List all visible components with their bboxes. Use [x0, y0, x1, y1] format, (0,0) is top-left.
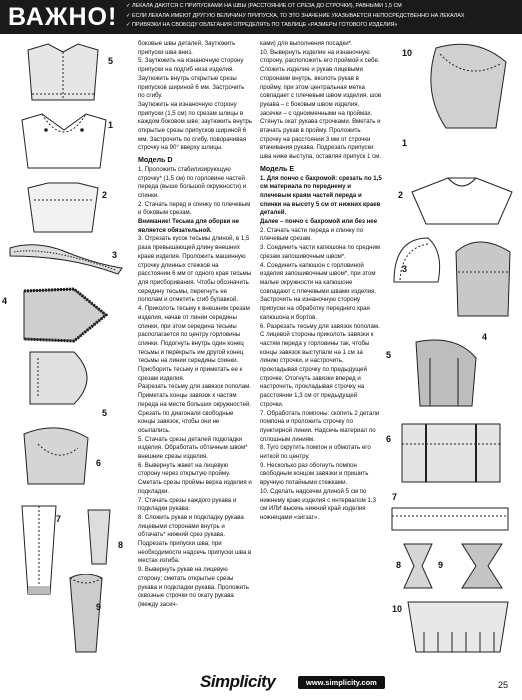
- text-paragraph: 6. Разрезать тесьму для завязок пополам. С лицевой стороны приколоть завязки к частям переда у горловины так, чтобы концы завязок выступали на 1 см за линию строчки, и настрочить, прокладывая строчку по предыдущей строчке. Отогнуть завязки вперед и настрочить, прокладывая строчку на расстоянии 1,3 см от предыдущей строчки.: [260, 322, 380, 408]
- section-heading: Модель Е: [260, 164, 295, 173]
- fig-number: 8: [118, 540, 124, 550]
- fig-number: 3: [112, 250, 118, 260]
- fig-right-10-fringe: [404, 598, 512, 656]
- text-paragraph: 3. Соединить части капюшона по средним срезам запошивочным швом*.: [260, 244, 381, 260]
- header-notes: [126, 2, 516, 31]
- text-paragraph: Внимание! Тесьма для оборки не является обязательной.: [138, 218, 240, 234]
- fig-right-8-pompom-rolled: [398, 540, 438, 592]
- text-paragraph: 6. Вывернуть жакет на лицевую сторону через открытую пройму. Сметать срезы проймы верха изделия и подкладки.: [138, 461, 252, 495]
- header-note: ✓ ПРИВЯЗКИ НА СВОБОДУ ОБЛЕГАНИЯ ОПРЕДЕЛЯТЬ ПО ТАБЛИЦЕ «РАЗМЕРЫ ГОТОВОГО ИЗДЕЛИЯ»: [126, 21, 516, 31]
- fig-number: 9: [96, 602, 102, 612]
- website-link[interactable]: www.simplicity.com: [298, 676, 385, 689]
- text-paragraph: 5. Заутюжить на изнаночную сторону припуски на подгиб низа изделия. Заутюжить внутрь открытые срезы припусков шириной 6 мм. Застрочить по сгибу.: [138, 57, 245, 100]
- fig-left-3-trim: [6, 238, 126, 278]
- fig-right-9-pompom-sewn: [452, 540, 512, 592]
- text-paragraph: 1. Для пончо с бахромой: срезать по 1,5 см материала по переднему и плечевым краям частей переда и спинки на высоту 5 см от нижних краев деталей.: [260, 174, 382, 217]
- brand-logo: Simplicity: [200, 672, 276, 691]
- header-note: ✓ ЛЕКАЛА ДАЮТСЯ С ПРИПУСКАМИ НА ШВЫ (РАССТОЯНИЕ ОТ СРЕЗА ДО СТРОЧКИ), РАВНЫМИ 1,5 СМ: [126, 2, 516, 12]
- fig-number: 7: [392, 492, 398, 502]
- text-paragraph: 4. Соединить капюшон с горловиной изделия запошивочным швом*, при этом малые окружности на капюшоне совпадают с плечевыми швами изделия. Застрочить на изнаночную сторону припуски на обработку переднего края капюшона и бортов.: [260, 261, 377, 321]
- text-paragraph: 3. Отрезать кусок тесьмы длиной, в 1,5 раза превышающей длину внешних краев изделия. Проложить машинную строчку длинных стежков на расстоянии 6 мм от одного края тесьмы для присборивания. Чтобы обозначить середину тесьмы, перегнуть ее пополам и отметить сгиб булавкой.: [138, 235, 252, 304]
- fig-number: 9: [438, 560, 444, 570]
- text-paragraph: 2. Стачать перед и спинку по плечевым и боковым срезам.: [138, 200, 251, 217]
- text-paragraph: 8. Сложить рукав и подкладку рукава лицевыми сторонами внутрь и обтачать* нижний срез рукава. Подрезать припуски шва; при необходимости надсечь припуски шва в местах изгиба.: [138, 513, 252, 565]
- text-paragraph: 10. Вывернуть изделие на изнаночную сторону, расположить его проймой к себе. Сложить изделие и рукав лицевыми сторонами внутрь, вколоть рукав в пройму, при этом центральная метка совпадает с плечевым швом изделия, шов рукава – с боковым швом изделия, засечки – с одноименными на проймах. Стянуть окат рукава строчками. Вметать и втачать рукав в пройму. Проложить строчку на расстоянии 3 мм от строчки втачивания рукава. Подрезать припуски шва ниже выступа, оставляя припуск 1 см.: [260, 48, 382, 161]
- text-paragraph: 7. Стачать срезы каждого рукава и подкладки рукава.: [138, 496, 237, 513]
- fig-number: 1: [402, 138, 408, 148]
- text-paragraph: 4. Приколоть тесьму к внешним срезам изделия, начав от линии середины спинки, при этом середина тесьмы располагается по центру горловины спинки. Подогнуть внутрь один конец тесьмы и перекрыть им другой конец тесьмы на линии середины спинки. Присборить тесьму и приметать ее к срезам изделия.: [138, 305, 250, 382]
- header-title: ВАЖНО!: [8, 3, 118, 31]
- header-note: ✓ ЕСЛИ ЛЕКАЛА ИМЕЮТ ДРУГУЮ ВЕЛИЧИНУ ПРИПУСКА, ТО ЭТО ЗНАЧЕНИЕ УКАЗЫВАЕТСЯ НЕПОСРЕДСТВЕННО НА ЛЕКАЛАХ: [126, 12, 516, 22]
- fig-left-4-ruffle: [14, 285, 114, 345]
- fig-left-5-jacket: [18, 42, 108, 104]
- text-paragraph: 5. Стачать срезы деталей подкладки изделия. Обработать обтачным швом* внешние срезы изделия.: [138, 435, 248, 461]
- fig-number: 3: [402, 264, 408, 274]
- text-paragraph: боковые швы деталей. Заутюжить припуски шва вниз.: [138, 40, 236, 56]
- fig-number: 7: [56, 514, 62, 524]
- fig-right-3-hood: [388, 232, 448, 292]
- fig-number: 2: [102, 190, 108, 200]
- fig-number: 4: [482, 332, 488, 342]
- fig-left-5-lining: [24, 348, 104, 408]
- text-paragraph: 8. Туго скрутить помпон и обмотать его ниткой по центру.: [260, 444, 371, 461]
- section-heading: Модель D: [138, 156, 173, 165]
- important-header: [0, 0, 522, 34]
- text-paragraph: 7. Обработать помпоны: скопить 2 детали помпона и проложить строчку по пунктирной линии. Надсечь материал по сплошным линиям.: [260, 409, 380, 443]
- instructions-column-b: [260, 40, 382, 523]
- text-paragraph: 2. Стачать части переда и спинку по плечевым срезам.: [260, 226, 364, 243]
- text-paragraph: 1. Проложить стабилизирующую строчку* (1,5 см) по горловине частей переда (выше большой окружности) и спинки.: [138, 165, 247, 199]
- fig-number: 8: [396, 560, 402, 570]
- fig-right-2-poncho: [408, 172, 516, 228]
- fig-number: 10: [402, 48, 413, 58]
- text-paragraph: 9. Вывернуть рукав на лицевую сторону; сметать открытые срезы рукава и подкладки рукава. Проложить сквозные строчки по окату рукава (между засеч-: [138, 566, 249, 608]
- text-paragraph: Заутюжить на изнаночную сторону припуски (1,5 см) по срезам шлицы в каждом боковом шве; заутюжить внутрь открытые срезы припусков шириной 6 мм. Застрочить по сгибу, поворачивая строчку на 90° вверху шлицы.: [138, 100, 252, 152]
- fig-number: 5: [108, 56, 114, 66]
- fig-number: 6: [96, 458, 102, 468]
- fig-left-9-sleeve-final: [56, 574, 116, 656]
- text-paragraph: ками) для выполнения посадки*.: [260, 40, 353, 47]
- instructions-column-a: [138, 40, 252, 610]
- fig-right-7-pompom-strip: [390, 504, 510, 534]
- text-paragraph: 10. Сделать надсечки длиной 5 см по нижнему краю изделия с интервалом 1,3 см ИЛИ высечь нижний край изделия ножницами «зигзаг».: [260, 487, 376, 521]
- page-footer: [0, 668, 522, 700]
- fig-left-6-armhole: [18, 424, 98, 490]
- fig-number: 5: [102, 408, 108, 418]
- fig-number: 6: [386, 434, 392, 444]
- fig-number: 10: [392, 604, 403, 614]
- fig-right-6-neckline: [396, 420, 506, 486]
- fig-number: 5: [386, 350, 392, 360]
- fig-left-8-cuff: [84, 508, 114, 568]
- fig-right-10-sleeve-set: [416, 42, 516, 132]
- text-paragraph: 9. Несколько раз обогнуть помпон свободным концом завязки и пришить вручную потайными стежками.: [260, 461, 369, 487]
- fig-number: 2: [398, 190, 404, 200]
- text-paragraph: Разрезать тесьму для завязок пополам. Приметать концы завязок к частям переда на месте больших окружностей. Срезать по диагонали свободные концы завязок, чтобы они не осыпались.: [138, 383, 251, 434]
- fig-number: 1: [108, 120, 114, 130]
- fig-number: 4: [2, 296, 8, 306]
- fig-left-1-front: [14, 110, 114, 172]
- text-paragraph: Далее – пончо с бахромой или без нее: [260, 218, 378, 226]
- fig-right-4-hood-join: [448, 232, 518, 322]
- fig-left-2-back: [18, 180, 108, 235]
- fig-right-5-ties: [396, 338, 492, 410]
- page-number: 25: [497, 680, 508, 690]
